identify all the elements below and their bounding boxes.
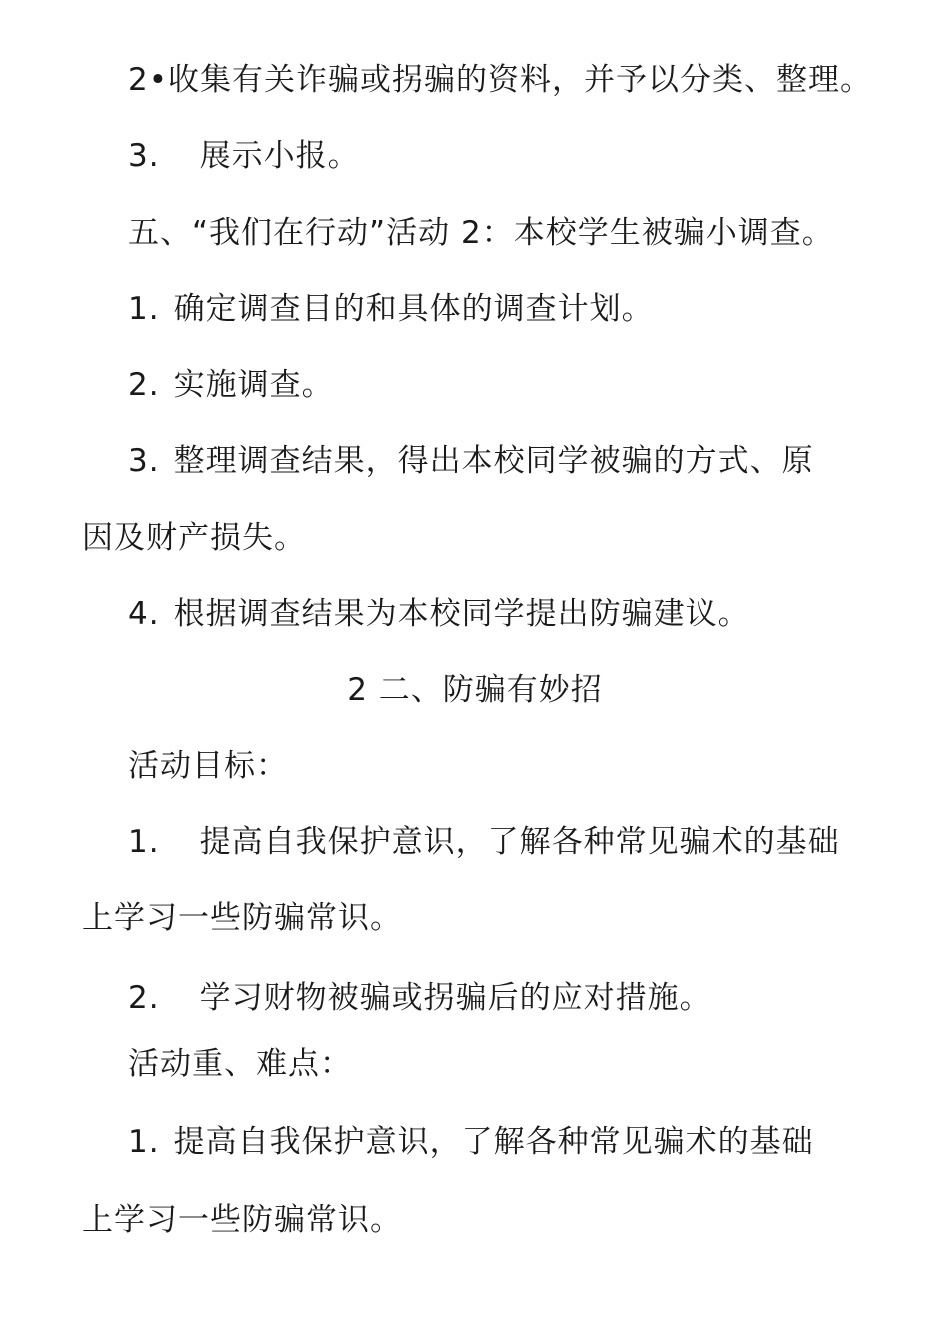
item-text: 整理调查结果，得出本校同学被骗的方式、原	[173, 443, 814, 479]
item-text: 提高自我保护意识，了解各种常见骗术的基础	[173, 1124, 814, 1160]
item-number: 3.	[128, 138, 160, 174]
item-number: 3.	[128, 443, 160, 479]
list-item	[128, 289, 654, 329]
subheading	[128, 746, 288, 786]
list-item	[128, 60, 872, 100]
item-text: 上学习一些防骗常识。	[82, 1202, 402, 1238]
list-item	[128, 1122, 814, 1162]
item-text: 展示小报。	[199, 138, 360, 174]
list-item	[128, 978, 712, 1018]
section-title	[0, 670, 950, 710]
list-item	[128, 594, 750, 634]
item-number: 2•	[128, 62, 169, 98]
continuation-line	[82, 518, 306, 558]
item-number: 1.	[128, 291, 160, 327]
item-text: 收集有关诈骗或拐骗的资料，并予以分类、整理。	[168, 62, 873, 98]
title-text: 2 二、防骗有妙招	[347, 672, 603, 708]
item-number: 1.	[128, 824, 160, 860]
list-item	[128, 822, 840, 862]
item-number: 2.	[128, 980, 160, 1016]
item-text: 实施调查。	[173, 367, 334, 403]
subheading	[128, 1044, 352, 1084]
item-number: 4.	[128, 596, 160, 632]
continuation-line	[82, 898, 402, 938]
section-heading	[128, 213, 834, 253]
item-text: 确定调查目的和具体的调查计划。	[173, 291, 654, 327]
item-text: 因及财产损失。	[82, 520, 306, 556]
item-text: 上学习一些防骗常识。	[82, 900, 402, 936]
item-text: 学习财物被骗或拐骗后的应对措施。	[199, 980, 712, 1016]
list-item	[128, 136, 360, 176]
continuation-line	[82, 1200, 402, 1240]
list-item	[128, 365, 334, 405]
item-number: 1.	[128, 1124, 160, 1160]
item-text: 根据调查结果为本校同学提出防骗建议。	[173, 596, 750, 632]
heading-text: 五、“我们在行动”活动 2：本校学生被骗小调查。	[128, 215, 834, 251]
item-number: 2.	[128, 367, 160, 403]
list-item	[128, 441, 814, 481]
subheading-text: 活动目标：	[128, 748, 288, 784]
item-text: 提高自我保护意识，了解各种常见骗术的基础	[199, 824, 840, 860]
subheading-text: 活动重、难点：	[128, 1046, 352, 1082]
